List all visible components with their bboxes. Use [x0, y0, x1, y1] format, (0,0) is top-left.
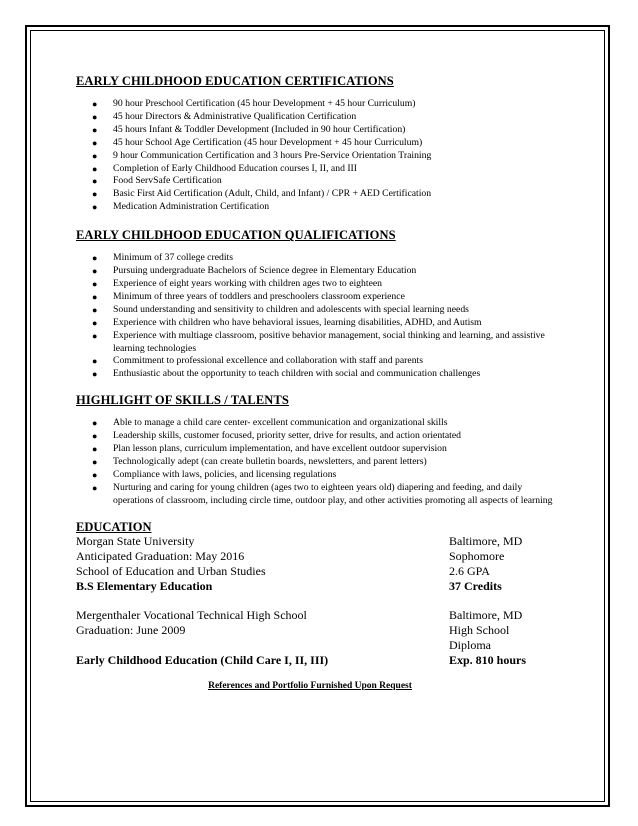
bullet-icon: ● — [92, 330, 98, 341]
bullet-icon: ● — [92, 124, 98, 135]
credits: 37 Credits — [449, 578, 502, 593]
school-name: Mergenthaler Vocational Technical High School — [76, 607, 307, 622]
bullet-icon: ● — [92, 176, 98, 187]
bullet-icon: ● — [92, 317, 98, 328]
school-row — [76, 653, 544, 668]
list-item: ● Commitment to professional excellence and collaboration with staff and parents — [92, 355, 423, 367]
education-heading: EDUCATION — [76, 519, 152, 534]
bullet-icon: ● — [92, 356, 98, 367]
bullet-icon: ● — [92, 469, 98, 480]
school-row — [76, 564, 544, 579]
resume-content — [76, 74, 556, 691]
list-item: ● Nurturing and caring for young children (ages two to eighteen years old) diapering and feeding, and daily operations of classroom, including circle time, outdoor play, and other activities promoting all aspects of learning — [92, 481, 553, 506]
list-item: ● Plan lesson plans, curriculum implementation, and have excellent outdoor supervision — [92, 443, 447, 455]
gpa: 2.6 GPA — [449, 563, 490, 578]
bullet-icon: ● — [92, 150, 98, 161]
references-note: References and Portfolio Furnished Upon Request — [208, 680, 412, 691]
school-row — [76, 549, 544, 564]
list-item: ● Food ServSafe Certification — [92, 175, 222, 187]
list-item: ● Pursuing undergraduate Bachelors of Science degree in Elementary Education — [92, 265, 417, 277]
skills-heading: HIGHLIGHT OF SKILLS / TALENTS — [76, 393, 289, 408]
list-item: ● Minimum of three years of toddlers and preschoolers classroom experience — [92, 290, 405, 302]
list-item: ● Basic First Aid Certification (Adult, Child, and Infant) / CPR + AED Certification — [92, 188, 432, 200]
qualifications-list — [76, 252, 556, 381]
bullet-icon: ● — [92, 482, 98, 493]
list-item: ● 45 hour School Age Certification (45 hour Development + 45 hour Curriculum) — [92, 136, 423, 148]
program: Early Childhood Education (Child Care I, II, III) — [76, 652, 329, 667]
list-item: ● Compliance with laws, policies, and licensing regulations — [92, 468, 337, 480]
school-row — [76, 623, 544, 653]
bullet-icon: ● — [92, 137, 98, 148]
bullet-icon: ● — [92, 431, 98, 442]
degree: B.S Elementary Education — [76, 578, 213, 593]
list-item: ● Minimum of 37 college credits — [92, 252, 233, 264]
list-item: ● Medication Administration Certification — [92, 201, 270, 213]
skills-list — [76, 417, 556, 507]
list-item: ● Technologically adept (can create bulletin boards, newsletters, and parent letters) — [92, 455, 427, 467]
school-row — [76, 579, 544, 594]
bullet-icon: ● — [92, 99, 98, 109]
list-item: ● 90 hour Preschool Certification (45 hour Development + 45 hour Curriculum) — [92, 98, 416, 109]
bullet-icon: ● — [92, 418, 98, 429]
school-location: Baltimore, MD — [449, 607, 523, 622]
list-item: ● Able to manage a child care center- excellent communication and organizational skills — [92, 417, 448, 429]
list-item: ● 9 hour Communication Certification and 3 hours Pre-Service Orientation Training — [92, 149, 432, 161]
bullet-icon: ● — [92, 456, 98, 467]
list-item: ● Experience of eight years working with children ages two to eighteen — [92, 277, 383, 289]
experience-hours: Exp. 810 hours — [449, 652, 527, 667]
list-item: ● 45 hour Directors & Administrative Qualification Certification — [92, 110, 357, 122]
class-standing: Sophomore — [449, 548, 505, 563]
bullet-icon: ● — [92, 189, 98, 200]
bullet-icon: ● — [92, 291, 98, 302]
school-row — [76, 608, 544, 623]
bullet-icon: ● — [92, 304, 98, 315]
bullet-icon: ● — [92, 278, 98, 289]
list-item: ● Enthusiastic about the opportunity to teach children with social and communication challenges — [92, 368, 481, 380]
list-item: ● 45 hours Infant & Toddler Development (Included in 90 hour Certification) — [92, 123, 406, 135]
school-location: Baltimore, MD — [449, 533, 523, 548]
certifications-heading: EARLY CHILDHOOD EDUCATION CERTIFICATIONS — [76, 74, 394, 88]
bullet-icon: ● — [92, 163, 98, 174]
list-item: ● Sound understanding and sensitivity to children and adolescents with special learning needs — [92, 303, 469, 315]
diploma: High School Diploma — [449, 622, 510, 652]
bullet-icon: ● — [92, 444, 98, 455]
list-item: ● Completion of Early Childhood Education courses I, II, and III — [92, 162, 358, 174]
graduation-date: Graduation: June 2009 — [76, 622, 186, 637]
bullet-icon: ● — [92, 369, 98, 380]
bullet-icon: ● — [92, 266, 98, 277]
school-row — [76, 534, 544, 549]
qualifications-heading: EARLY CHILDHOOD EDUCATION QUALIFICATIONS — [76, 228, 396, 243]
bullet-icon: ● — [92, 253, 98, 264]
bullet-icon: ● — [92, 111, 98, 122]
list-item: ● Experience with multiage classroom, positive behavior management, social thinking and learning, and assistive learning technologies — [92, 329, 545, 354]
certifications-list — [76, 98, 556, 214]
school-name: Morgan State University — [76, 533, 195, 548]
school-department: School of Education and Urban Studies — [76, 563, 266, 578]
list-item: ● Leadership skills, customer focused, priority setter, drive for results, and action orientated — [92, 430, 461, 442]
graduation-date: Anticipated Graduation: May 2016 — [76, 548, 245, 563]
bullet-icon: ● — [92, 202, 98, 213]
list-item: ● Experience with children who have behavioral issues, learning disabilities, ADHD, and Autism — [92, 316, 482, 328]
